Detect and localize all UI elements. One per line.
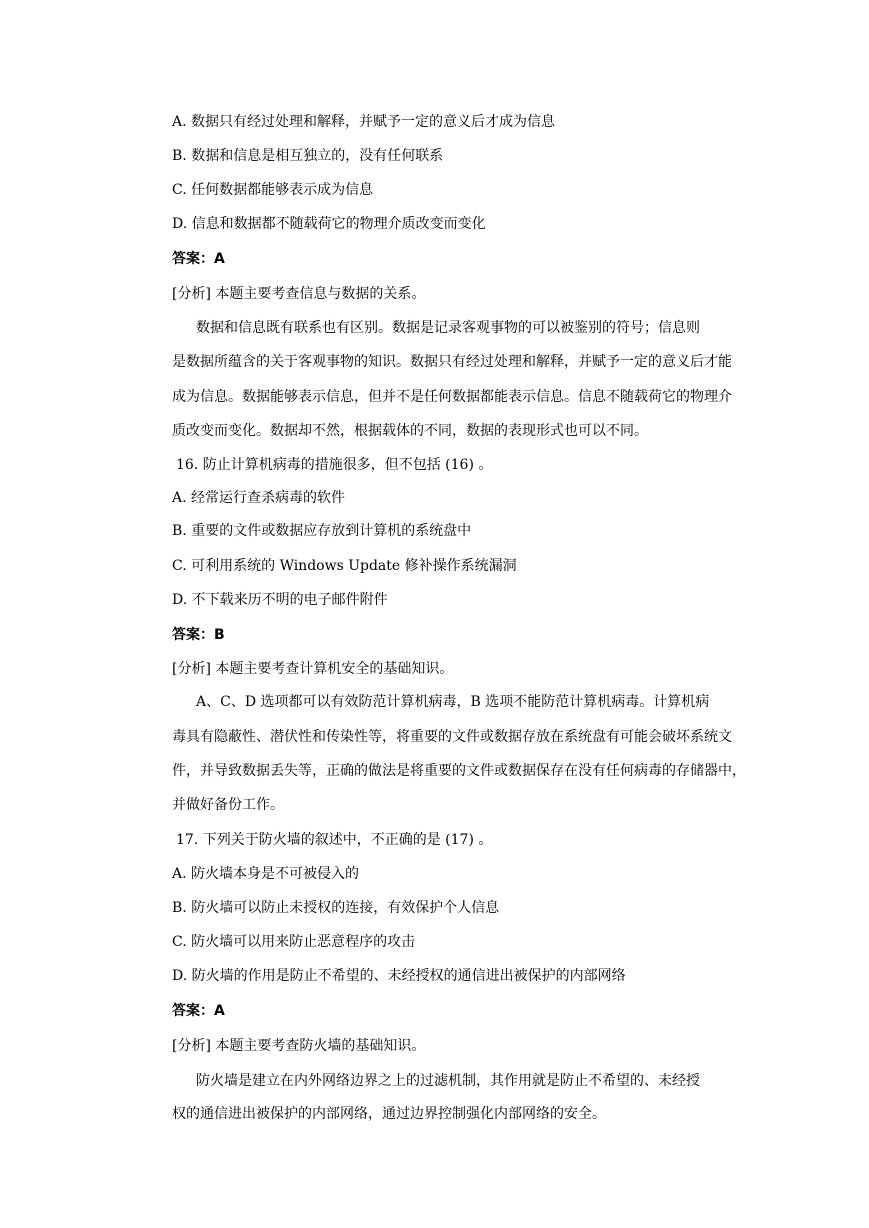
q17-option-a: A. 防火墙本身是不可被侵入的: [172, 866, 360, 882]
q15-option-b: B. 数据和信息是相互独立的，没有任何联系: [172, 148, 444, 164]
q16-analysis-line-3: 件，并导致数据丢失等，正确的做法是将重要的文件或数据保存在没有任何病毒的存储器中，: [172, 763, 746, 779]
q15-option-a: A. 数据只有经过处理和解释，并赋予一定的意义后才成为信息: [172, 114, 556, 130]
q16-option-b: B. 重要的文件或数据应存放到计算机的系统盘中: [172, 523, 472, 539]
q16-option-c: C. 可利用系统的 Windows Update 修补操作系统漏洞: [172, 558, 517, 574]
q15-analysis-line-2: 是数据所蕴含的关于客观事物的知识。数据只有经过处理和解释，并赋予一定的意义后才能: [172, 354, 732, 370]
q17-analysis-intro: [分析] 本题主要考查防火墙的基础知识。: [172, 1038, 426, 1054]
q15-analysis-line-1: 数据和信息既有联系也有区别。数据是记录客观事物的可以被鉴别的符号；信息则: [196, 320, 700, 336]
q17-analysis-line-1: 防火墙是建立在内外网络边界之上的过滤机制，其作用就是防止不希望的、未经授: [196, 1073, 700, 1089]
q16-analysis-line-1: A、C、D 选项都可以有效防范计算机病毒，B 选项不能防范计算机病毒。计算机病: [196, 694, 710, 710]
q17-analysis-line-2: 权的通信进出被保护的内部网络，通过边界控制强化内部网络的安全。: [172, 1106, 606, 1122]
q17-question: 17. 下列关于防火墙的叙述中，不正确的是 (17) 。: [176, 832, 493, 848]
q17-option-d: D. 防火墙的作用是防止不希望的、未经授权的通信进出被保护的内部网络: [172, 968, 626, 984]
q16-analysis-intro: [分析] 本题主要考查计算机安全的基础知识。: [172, 661, 454, 677]
q15-option-d: D. 信息和数据都不随载荷它的物理介质改变而变化: [172, 216, 486, 232]
q16-option-a: A. 经常运行查杀病毒的软件: [172, 490, 346, 506]
q16-question: 16. 防止计算机病毒的措施很多，但不包括 (16) 。: [176, 457, 493, 473]
q16-answer: 答案：B: [172, 627, 225, 643]
q15-analysis-line-3: 成为信息。数据能够表示信息，但并不是任何数据都能表示信息。信息不随载荷它的物理介: [172, 389, 732, 405]
q16-analysis-line-2: 毒具有隐蔽性、潜伏性和传染性等，将重要的文件或数据存放在系统盘有可能会破坏系统文: [172, 729, 732, 745]
q15-answer: 答案：A: [172, 251, 225, 267]
q16-analysis-line-4: 并做好备份工作。: [172, 797, 284, 813]
q17-option-b: B. 防火墙可以防止未授权的连接，有效保护个人信息: [172, 900, 500, 916]
q17-answer: 答案：A: [172, 1003, 225, 1019]
q16-option-d: D. 不下载来历不明的电子邮件附件: [172, 592, 388, 608]
q15-option-c: C. 任何数据都能够表示成为信息: [172, 182, 374, 198]
q15-analysis-line-4: 质改变而变化。数据却不然，根据载体的不同，数据的表现形式也可以不同。: [172, 423, 648, 439]
q17-option-c: C. 防火墙可以用来防止恶意程序的攻击: [172, 934, 416, 950]
q15-analysis-intro: [分析] 本题主要考查信息与数据的关系。: [172, 286, 426, 302]
